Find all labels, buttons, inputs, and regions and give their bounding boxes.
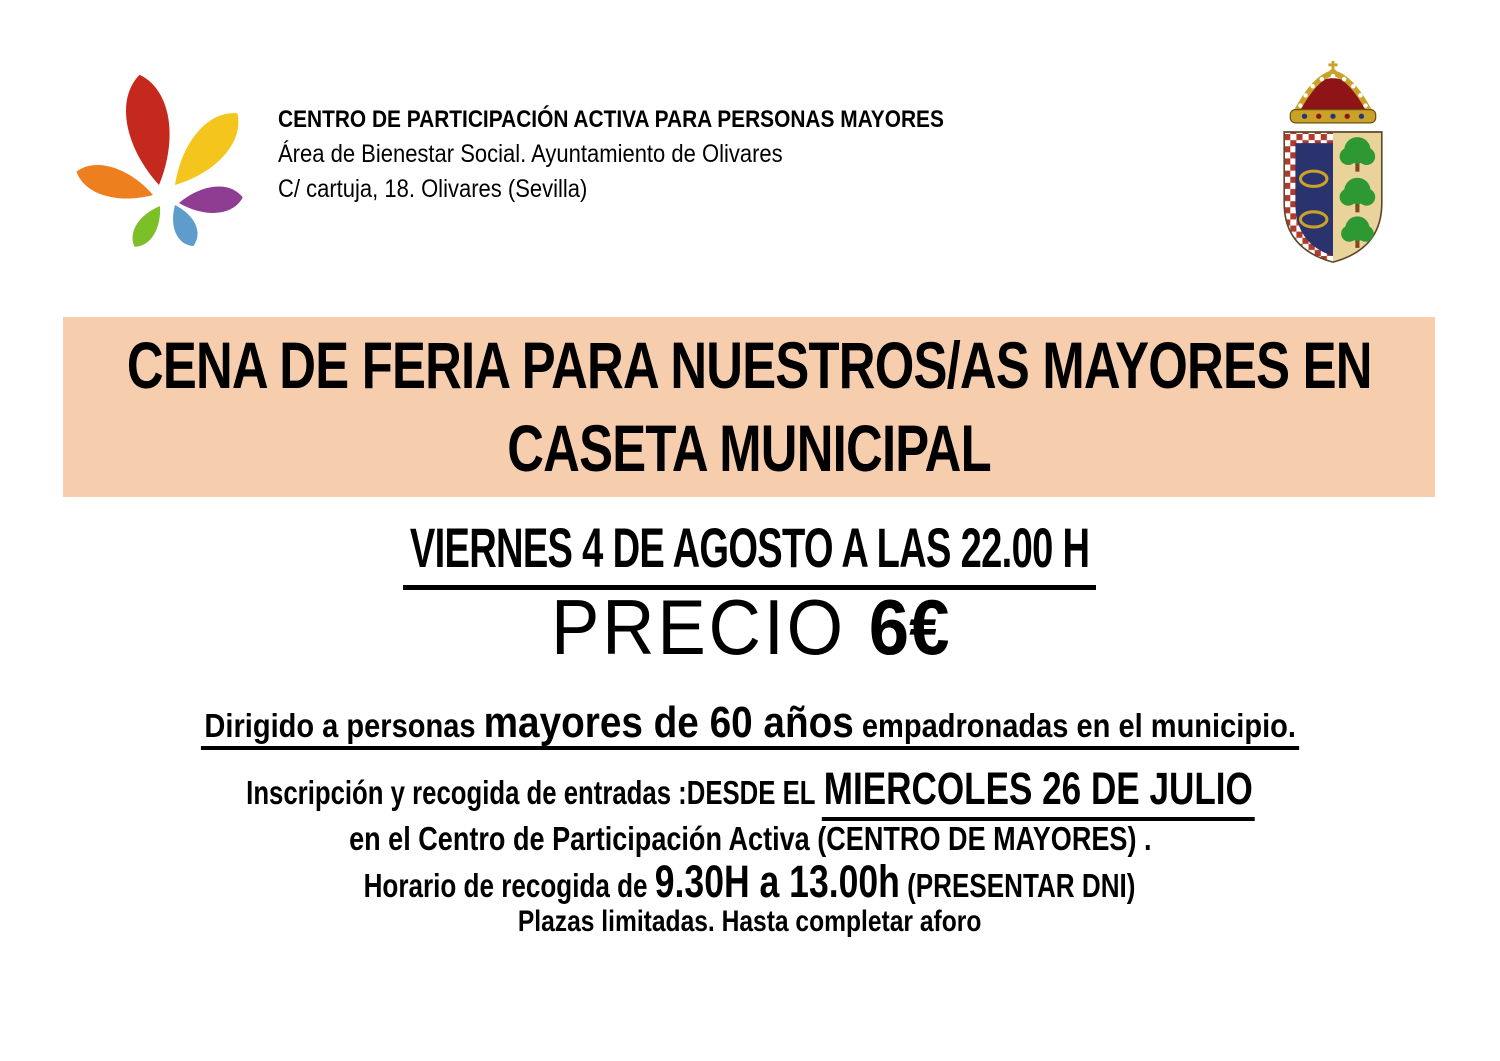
org-dept: Área de Bienestar Social. Ayuntamiento de Olivares — [278, 140, 783, 168]
inscription-mid: DESDE EL — [686, 774, 822, 811]
org-address: C/ cartuja, 18. Olivares (Sevilla) — [278, 175, 588, 203]
schedule-post: (PRESENTAR DNI) — [900, 867, 1136, 904]
petal-red — [119, 71, 179, 189]
schedule-pre: Horario de recogida de — [364, 867, 656, 904]
schedule-hours: 9.30H a 13.00h — [655, 856, 901, 907]
location-row — [0, 820, 1500, 858]
petal-yellow-shape — [162, 102, 251, 197]
org-name: CENTRO DE PARTICIPACIÓN ACTIVA PARA PERSONAS MAYORES — [278, 106, 944, 133]
crown-cross-h — [1328, 63, 1337, 66]
price-row — [0, 582, 1500, 673]
petal-purple — [178, 184, 244, 216]
price-value: 6€ — [868, 583, 950, 671]
petal-green-shape — [126, 201, 168, 252]
event-datetime-row — [0, 515, 1500, 580]
title-line-1: CENA DE FERIA PARA NUESTROS/AS MAYORES EN — [126, 328, 1372, 402]
petal-purple-shape — [178, 184, 244, 216]
schedule-row — [0, 856, 1500, 908]
header-text-block — [278, 106, 1043, 204]
petal-red-shape — [119, 71, 179, 189]
inscription-date: MIERCOLES 26 DE JULIO — [822, 763, 1254, 821]
audience-pre: Dirigido a personas — [204, 707, 484, 744]
event-datetime: VIERNES 4 DE AGOSTO A LAS 22.00 H — [403, 516, 1096, 590]
shield — [1284, 132, 1382, 262]
price-label: PRECIO — [550, 583, 869, 671]
audience-post: empadronadas en el municipio. — [853, 707, 1296, 744]
inscription-pre: Inscripción y recogida de entradas : — [245, 774, 687, 811]
petal-green — [126, 201, 168, 252]
petal-yellow — [162, 102, 251, 197]
audience-highlight: mayores de 60 años — [483, 698, 854, 747]
audience-row — [0, 698, 1500, 748]
crown — [1290, 61, 1375, 123]
title-banner — [63, 317, 1435, 497]
inscription-row — [0, 763, 1500, 815]
location-text: en el Centro de Participación Activa (CENTRO DE MAYORES) . — [348, 820, 1152, 857]
capacity-row — [0, 905, 1500, 939]
flower-logo-icon — [75, 63, 275, 268]
title-line-2: CASETA MUNICIPAL — [507, 411, 991, 485]
capacity-text: Plazas limitadas. Hasta completar aforo — [518, 905, 982, 938]
olivares-coat-of-arms-icon — [1272, 60, 1394, 265]
